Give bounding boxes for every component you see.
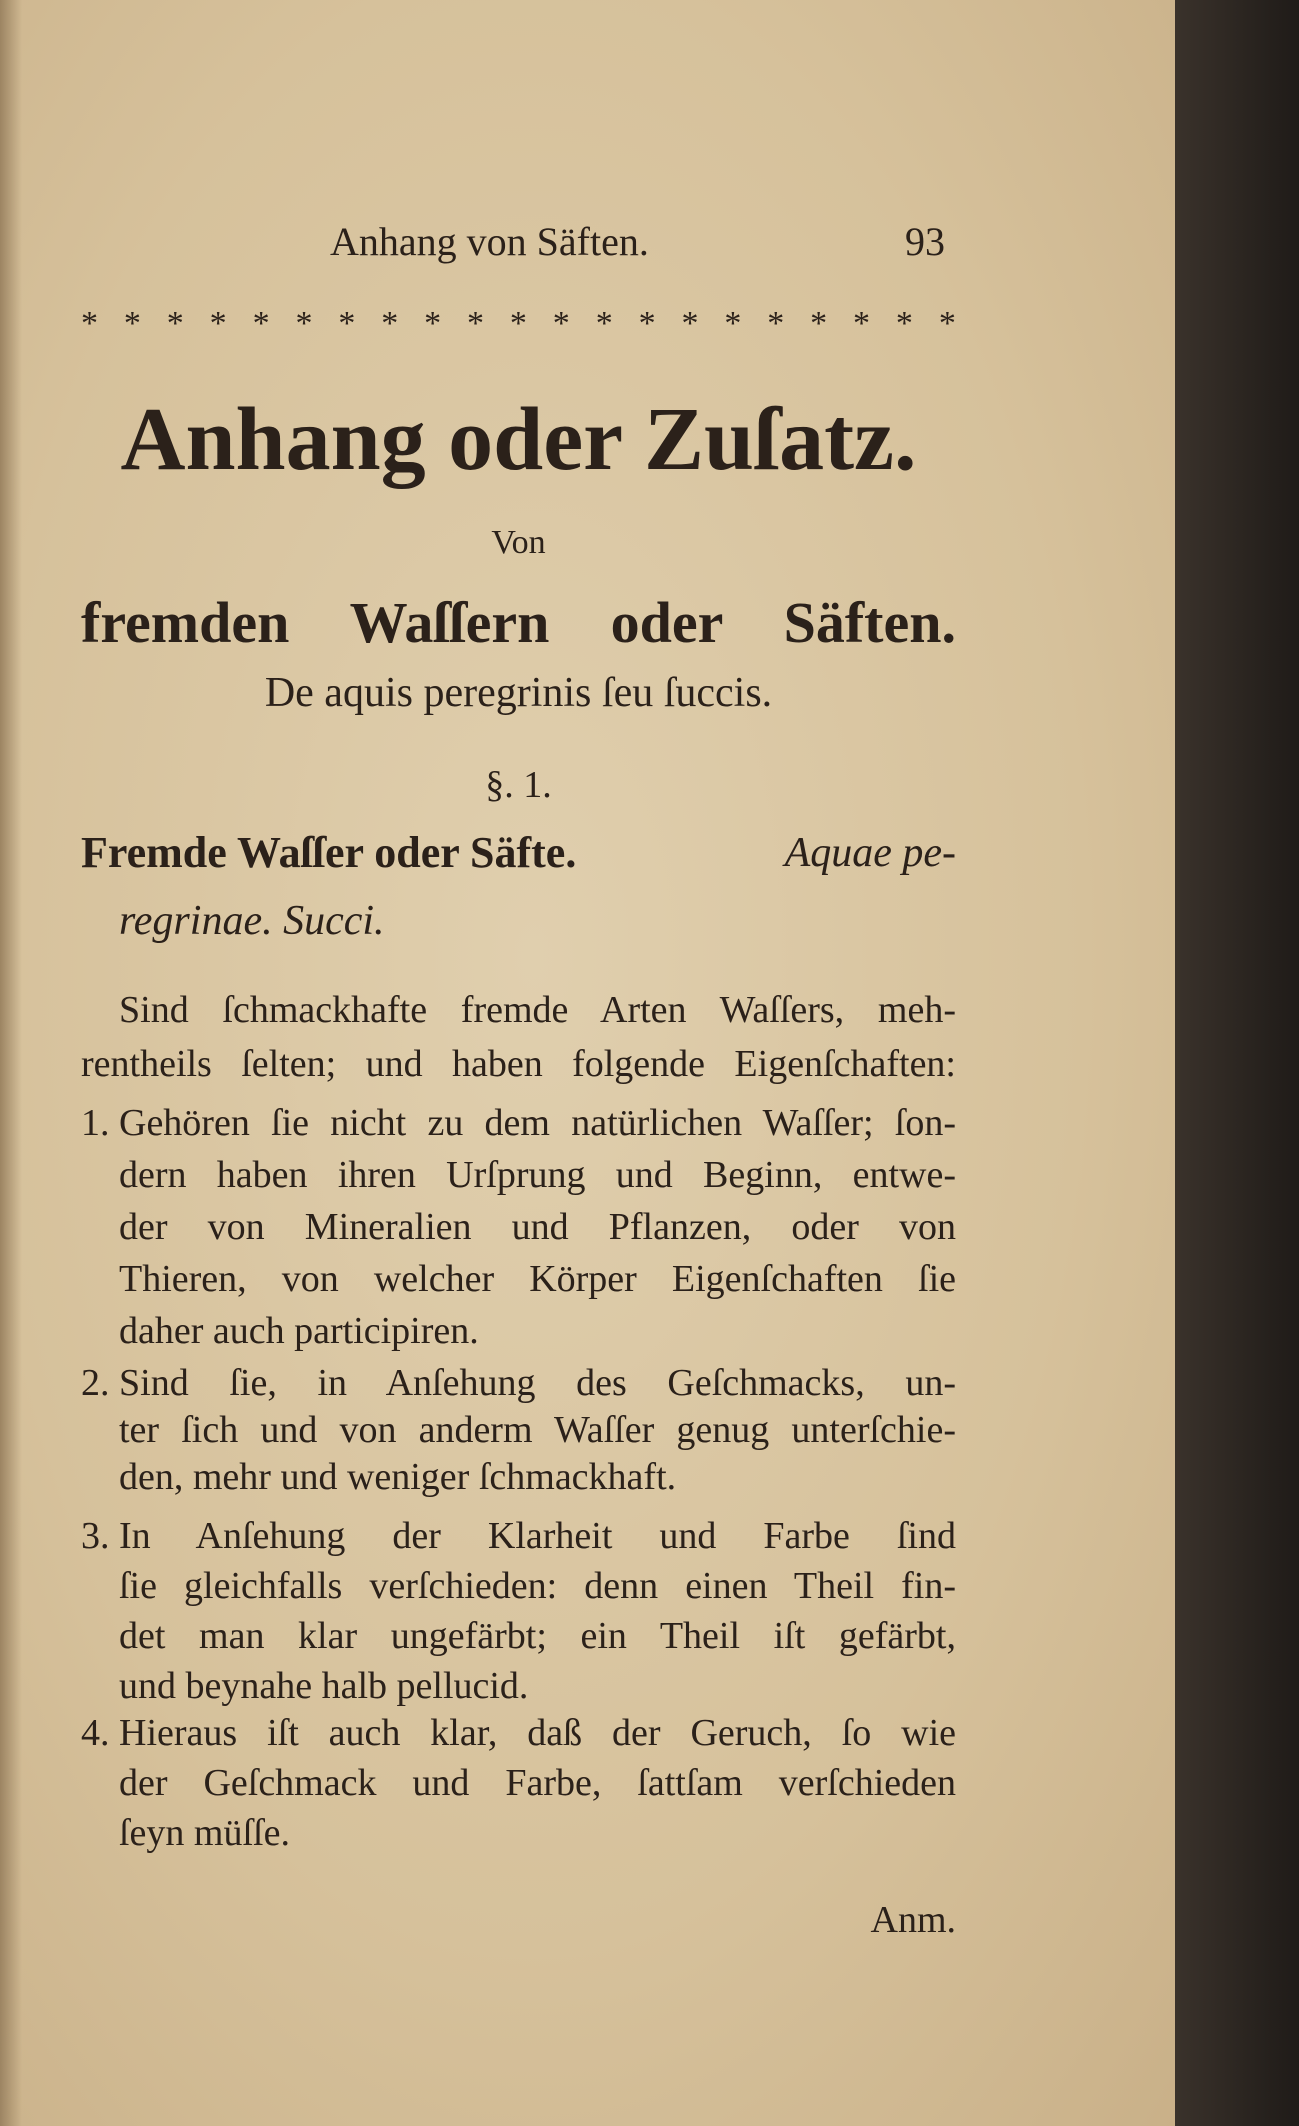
book-edge <box>1175 0 1299 2126</box>
item-line: Hieraus iſt auch klar, daß der Geruch, ſo wie <box>119 1712 956 1754</box>
item-line: daher auch participiren. <box>119 1310 479 1352</box>
chapter-title: Anhang oder Zuſatz. <box>120 390 917 489</box>
item-number: 4. <box>81 1712 110 1754</box>
ornament-star: * <box>381 305 399 342</box>
item-line: det man klar ungefärbt; ein Theil iſt gefärbt, <box>119 1615 956 1657</box>
ornament-star: * <box>252 305 270 342</box>
ornament-star: * <box>724 305 742 342</box>
ornament-star: * <box>338 305 356 342</box>
item-number: 3. <box>81 1515 110 1557</box>
heading-latin-cont: regrinae. Succi. <box>119 898 385 944</box>
von-line: Von <box>491 524 546 561</box>
item-line: Thieren, von welcher Körper Eigenſchaften ſie <box>119 1258 956 1300</box>
section-heading <box>81 828 956 880</box>
item-line: In Anſehung der Klarheit und Farbe ſind <box>119 1515 956 1557</box>
item-line: Gehören ſie nicht zu dem natürlichen Waſſer; ſon- <box>119 1102 956 1144</box>
ornament-star: * <box>681 305 699 342</box>
item-line: der Geſchmack und Farbe, ſattſam verſchieden <box>119 1762 956 1804</box>
ornament-star: * <box>853 305 871 342</box>
ornament-star: * <box>166 305 184 342</box>
catchword: Anm. <box>870 1899 956 1941</box>
latin-subtitle: De aquis peregrinis ſeu ſuccis. <box>264 670 773 716</box>
ornament-star: * <box>509 305 527 342</box>
ornament-star: * <box>595 305 613 342</box>
running-title: Anhang von Säften. <box>330 219 649 264</box>
intro-line: rentheils ſelten; und haben folgende Eigenſchaften: <box>81 1043 956 1085</box>
item-line: und beynahe halb pellucid. <box>119 1665 529 1707</box>
ornament-star: * <box>424 305 442 342</box>
intro-line: Sind ſchmackhafte fremde Arten Waſſers, meh- <box>119 989 956 1031</box>
ornament-star: * <box>767 305 785 342</box>
page-number: 93 <box>905 219 945 264</box>
item-line: ſeyn müſſe. <box>119 1812 290 1854</box>
heading-german: Fremde Waſſer oder Säfte. <box>81 828 577 877</box>
ornament-star: * <box>810 305 828 342</box>
heading-latin: Aquae pe- <box>784 830 956 876</box>
item-number: 1. <box>81 1102 110 1144</box>
item-line: den, mehr und weniger ſchmackhaft. <box>119 1456 677 1498</box>
section-number: §. 1. <box>485 764 552 806</box>
item-number: 2. <box>81 1362 110 1404</box>
item-line: Sind ſie, in Anſehung des Geſchmacks, un- <box>119 1362 956 1404</box>
subtitle: fremden Waſſern oder Säften. <box>81 590 956 655</box>
ornament-star: * <box>123 305 141 342</box>
ornament-star: * <box>295 305 313 342</box>
ornament-star: * <box>895 305 913 342</box>
ornament-star: * <box>209 305 227 342</box>
ornament-star: * <box>552 305 570 342</box>
ornament-star: * <box>81 305 98 342</box>
item-line: ſie gleichfalls verſchieden: denn einen Theil fin- <box>119 1565 956 1607</box>
item-line: ter ſich und von anderm Waſſer genug unterſchie- <box>119 1409 956 1451</box>
item-line: dern haben ihren Urſprung und Beginn, entwe- <box>119 1154 956 1196</box>
ornament-star: * <box>638 305 656 342</box>
ornament-rule <box>81 305 956 343</box>
ornament-star: * <box>467 305 485 342</box>
item-line: der von Mineralien und Pflanzen, oder von <box>119 1206 956 1248</box>
ornament-star: * <box>938 305 956 342</box>
